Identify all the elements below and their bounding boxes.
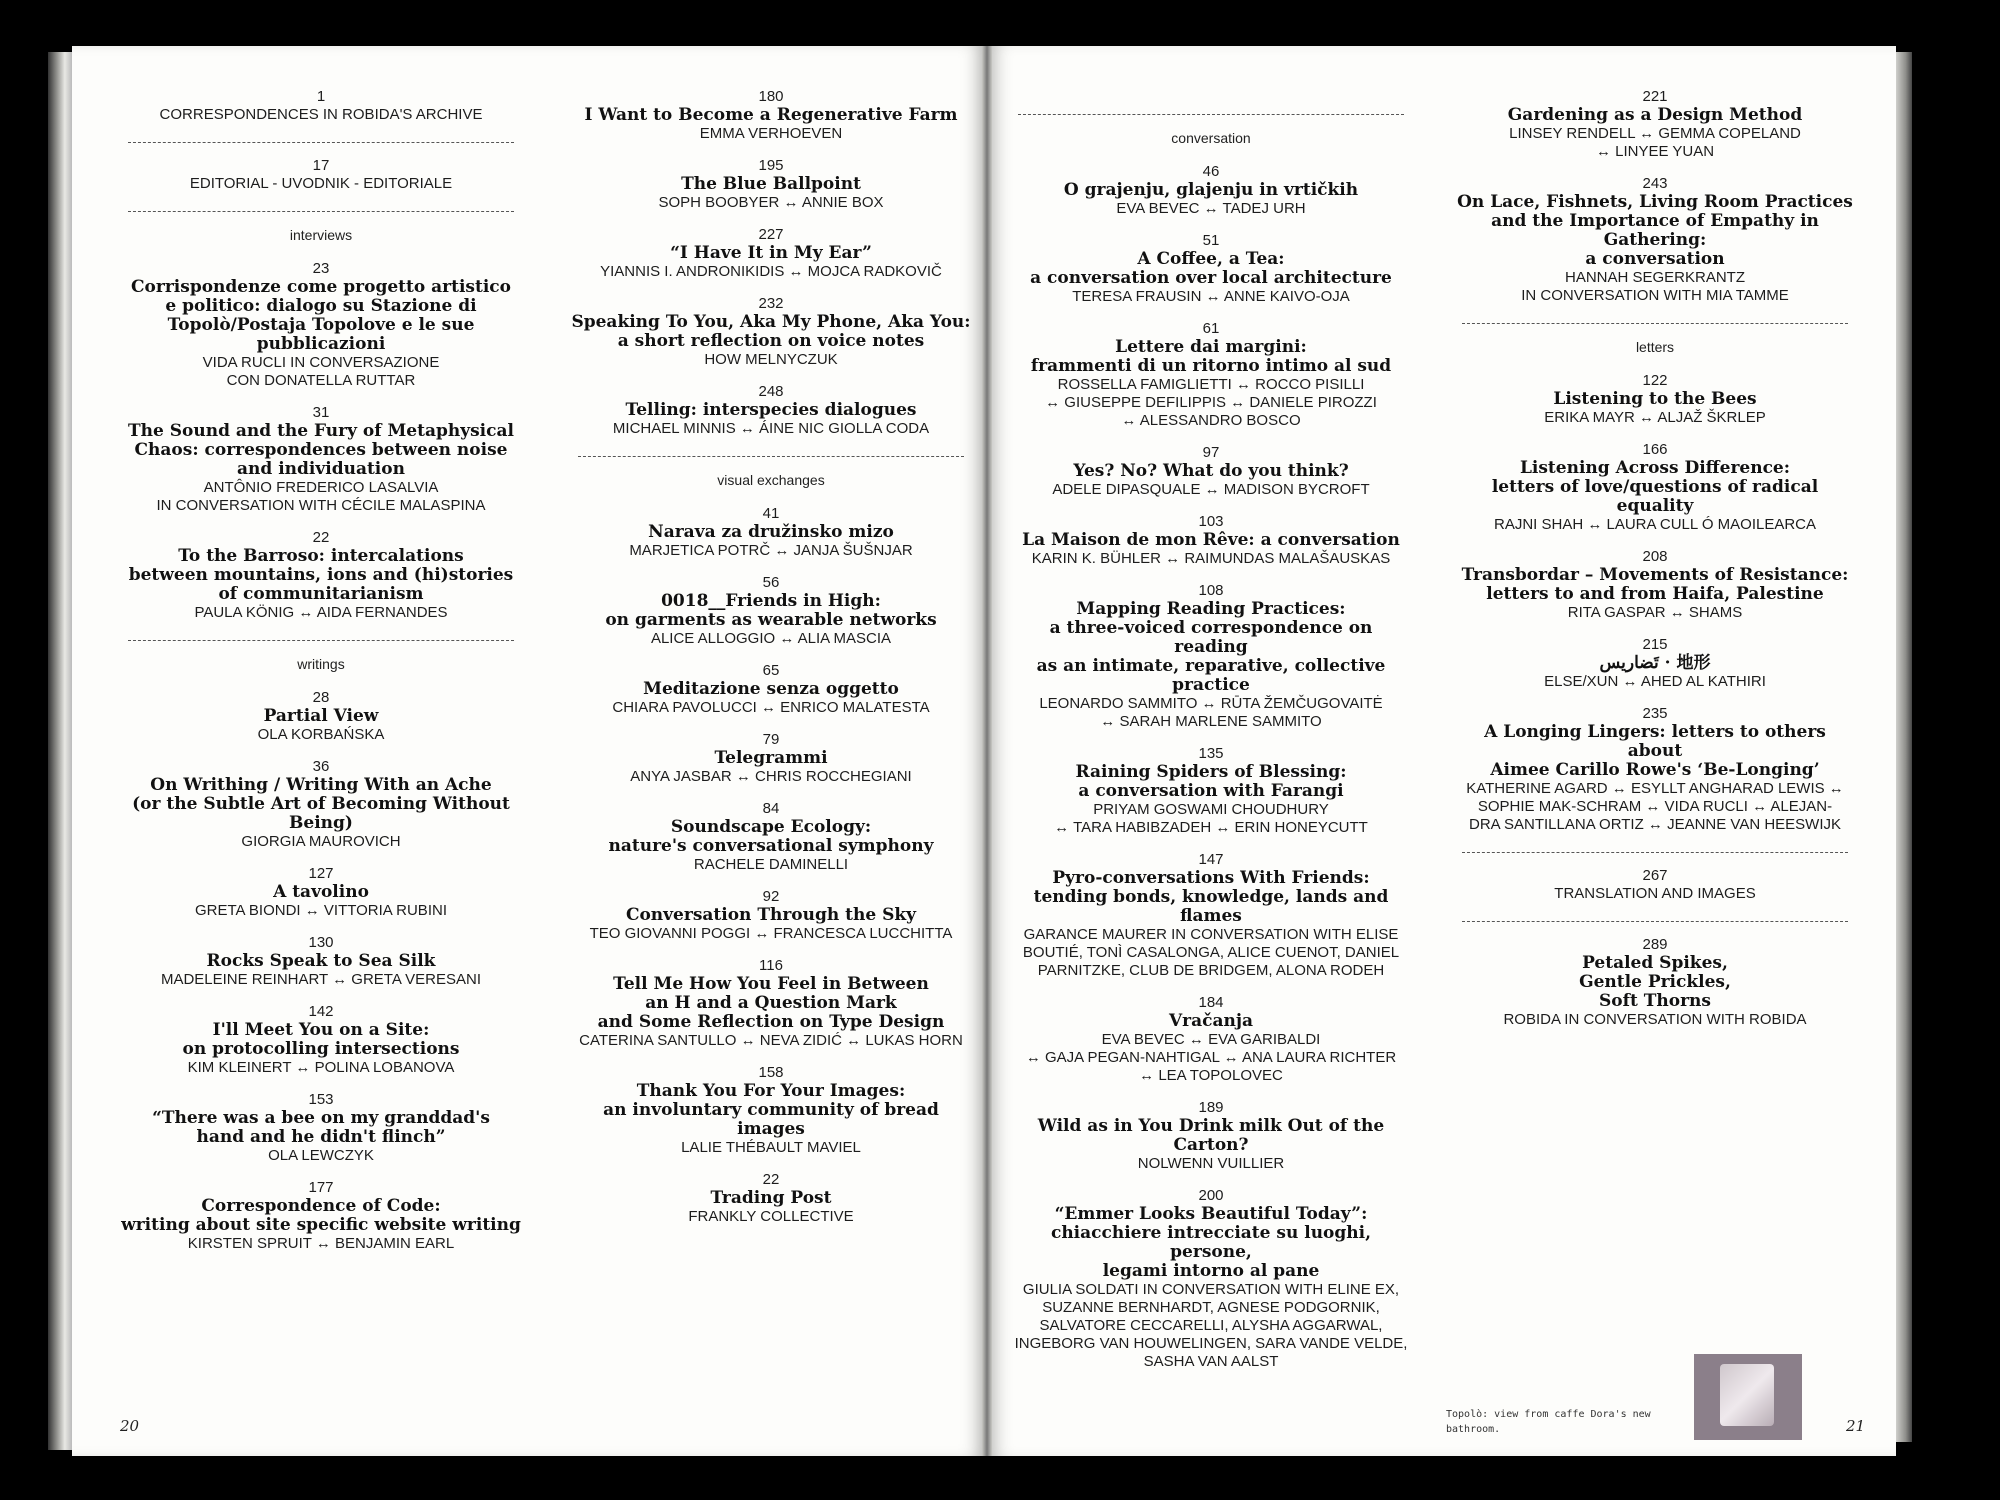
section-divider [128,640,514,641]
entry-title: Conversation Through the Sky [625,905,917,925]
entry-authors: SOPHIE MAK-SCHRAM ↔ VIDA RUCLI ↔ ALEJAN- [1477,798,1833,815]
section-heading: interviews [289,227,353,243]
entry-title: 0018__Friends in High: [661,591,881,611]
entry-authors: OLA LEWCZYK [268,1147,374,1164]
entry-title: On Writhing / Writing With an Ache [150,775,492,795]
page-number: 195 [758,157,784,174]
section-heading: letters [1635,339,1675,355]
page-number: 243 [1642,175,1668,192]
entry-title: The Sound and the Fury of Metaphysical [128,421,514,441]
section-divider [578,456,964,457]
caption-line: Topolò: view from caffe Dora's new [1446,1409,1651,1420]
page-number: 130 [308,934,334,951]
entry-title: Meditazione senza oggetto [643,679,899,699]
entry-authors: KIRSTEN SPRUIT ↔ BENJAMIN EARL [187,1235,455,1252]
entry-title: Soundscape Ecology: [670,817,872,837]
entry-authors: CHIARA PAVOLUCCI ↔ ENRICO MALATESTA [612,699,930,716]
entry-authors: GIULIA SOLDATI IN CONVERSATION WITH ELINE EX, [1022,1281,1400,1298]
entry-authors: ROBIDA IN CONVERSATION WITH ROBIDA [1503,1011,1807,1028]
entry-authors: YIANNIS I. ANDRONIKIDIS ↔ MOJCA RADKOVIČ [600,263,942,280]
entry-authors: LEONARDO SAMMITO ↔ RŪTA ŽEMČUGOVAITĖ [1039,695,1383,712]
entry-authors: TRANSLATION AND IMAGES [1554,885,1756,902]
entry-title: Lettere dai margini: [1115,337,1307,357]
entry-title: Listening to the Bees [1553,389,1757,409]
section-heading: conversation [1171,130,1251,146]
entry-title: a conversation with Farangi [1078,781,1344,801]
toc-entry [1454,175,1856,305]
toc-column-4 [1454,88,1856,1043]
toc-entry [1010,320,1412,430]
page-number: 84 [762,800,780,817]
page-number: 158 [758,1064,784,1081]
toc-entry [1010,444,1412,499]
entry-authors: VIDA RUCLI IN CONVERSAZIONE [202,354,440,371]
entry-title: The Blue Ballpoint [681,174,861,194]
entry-title: an involuntary community of bread images [603,1100,939,1139]
toc-entry [570,505,972,560]
entry-title: on protocolling intersections [182,1039,460,1059]
entry-authors: INGEBORG VAN HOUWELINGEN, SARA VANDE VELDE, [1014,1335,1408,1352]
entry-authors: ↔ GIUSEPPE DEFILIPPIS ↔ DANIELE PIROZZI [1045,394,1377,411]
entry-title: “I Have It in My Ear” [670,243,872,263]
entry-title: Speaking To You, Aka My Phone, Aka You: [571,312,971,332]
toc-entry [570,88,972,143]
entry-authors: SOPH BOOBYER ↔ ANNIE BOX [658,194,884,211]
entry-title: legami intorno al pane [1102,1261,1320,1281]
entry-title: Petaled Spikes, [1582,953,1728,973]
entry-title: Thank You For Your Images: [636,1081,906,1101]
entry-authors: ADELE DIPASQUALE ↔ MADISON BYCROFT [1052,481,1370,498]
entry-title: “Emmer Looks Beautiful Today”: [1054,1204,1368,1224]
toc-entry [1454,636,1856,691]
entry-title: Transbordar – Movements of Resistance: [1461,565,1849,585]
entry-title: I Want to Become a Regenerative Farm [584,105,958,125]
page-number: 1 [316,88,326,105]
entry-authors: SASHA VAN AALST [1143,1353,1279,1370]
page-number: 184 [1198,994,1224,1011]
toc-entry [120,157,522,193]
book-gutter [982,46,992,1456]
page-number: 227 [758,226,784,243]
entry-authors: RAJNI SHAH ↔ LAURA CULL Ó MAOILEARCA [1493,516,1817,533]
entry-authors: GARANCE MAURER IN CONVERSATION WITH ELISE [1023,926,1399,943]
entry-authors: EMMA VERHOEVEN [699,125,843,142]
entry-authors: MADELEINE REINHART ↔ GRETA VERESANI [160,971,482,988]
image-caption [1446,1407,1676,1437]
page-number: 46 [1202,163,1220,180]
toc-entry [120,260,522,390]
entry-title: hand and he didn't flinch” [196,1127,446,1147]
page-number: 232 [758,295,784,312]
entry-title: Telegrammi [714,748,828,768]
entry-authors: EVA BEVEC ↔ TADEJ URH [1116,200,1306,217]
page-number: 208 [1642,548,1668,565]
entry-authors: MARJETICA POTRČ ↔ JANJA ŠUŠNJAR [629,542,913,559]
page-number: 153 [308,1091,334,1108]
toc-entry [1010,582,1412,731]
entry-title: A tavolino [273,882,369,902]
entry-authors: FRANKLY COLLECTIVE [688,1208,854,1225]
toc-entry [120,758,522,851]
entry-authors: ALICE ALLOGGIO ↔ ALIA MASCIA [650,630,892,647]
entry-authors: CON DONATELLA RUTTAR [226,372,416,389]
entry-title: (or the Subtle Art of Becoming Without Being) [132,794,510,833]
toc-entry [120,934,522,989]
entry-authors: LALIE THÉBAULT MAVIEL [681,1139,861,1156]
page-number: 235 [1642,705,1668,722]
toc-entry [120,865,522,920]
page-number-left: 20 [120,1417,140,1435]
entry-title: on garments as wearable networks [605,610,937,630]
page-number: 135 [1198,745,1224,762]
entry-authors: RITA GASPAR ↔ SHAMS [1567,604,1743,621]
entry-authors: ↔ ALESSANDRO BOSCO [1121,412,1301,429]
entry-title: frammenti di un ritorno intimo al sud [1030,356,1392,376]
entry-title: “There was a bee on my granddad's [152,1108,490,1128]
page-number: 215 [1642,636,1668,653]
entry-title: Pyro-conversations With Friends: [1052,868,1370,888]
toc-entry [570,1171,972,1226]
toc-entry [1010,745,1412,837]
entry-authors: ANYA JASBAR ↔ CHRIS ROCCHEGIANI [630,768,912,785]
entry-title: nature's conversational symphony [608,836,934,856]
entry-title: On Lace, Fishnets, Living Room Practices [1457,192,1853,212]
entry-authors: OLA KORBAŃSKA [257,726,385,743]
page-number: 142 [308,1003,334,1020]
entry-title: Narava za družinsko mizo [648,522,894,542]
entry-title: of communitarianism [218,584,424,604]
toc-entry [1454,936,1856,1029]
entry-authors: TERESA FRAUSIN ↔ ANNE KAIVO-OJA [1072,288,1350,305]
entry-authors: PRIYAM GOSWAMI CHOUDHURY [1093,801,1329,818]
toc-entry [120,689,522,744]
entry-authors: LINSEY RENDELL ↔ GEMMA COPELAND [1509,125,1801,142]
toc-entry [1010,163,1412,218]
toc-entry [120,404,522,515]
page-number: 56 [762,574,780,591]
section-divider [1462,323,1848,324]
page-number: 103 [1198,513,1224,530]
book-page-edges-left [48,52,72,1450]
entry-title: Wild as in You Drink milk Out of the Carton? [1037,1116,1385,1155]
entry-title: and Some Reflection on Type Design [597,1012,945,1032]
toc-entry [570,888,972,943]
entry-authors: HANNAH SEGERKRANTZ [1564,269,1746,286]
toc-entry [120,1091,522,1165]
page-number: 189 [1198,1099,1224,1116]
entry-title: Chaos: correspondences between noise [134,440,508,460]
entry-authors: GRETA BIONDI ↔ VITTORIA RUBINI [195,902,447,919]
toc-entry [1454,441,1856,534]
entry-authors: PAULA KÖNIG ↔ AIDA FERNANDES [194,604,448,621]
entry-title: Rocks Speak to Sea Silk [206,951,436,971]
page-number: 267 [1642,867,1668,884]
toc-entry [1454,705,1856,834]
toc-entry [120,1179,522,1253]
entry-authors: ↔ GAJA PEGAN-NAHTIGAL ↔ ANA LAURA RICHTER [1025,1049,1397,1066]
entry-title: Listening Across Difference: [1519,458,1791,478]
entry-authors: BOUTIÉ, TONÌ CASALONGA, ALICE CUENOT, DANIEL [1022,944,1400,961]
entry-authors: KARIN K. BÜHLER ↔ RAIMUNDAS MALAŠAUSKAS [1031,550,1391,567]
toc-column-2 [570,88,972,1240]
entry-title: Tell Me How You Feel in Between [613,974,929,994]
section-heading: visual exchanges [717,472,825,488]
section-divider [1018,114,1404,115]
toc-entry [1010,1099,1412,1173]
page-number: 36 [312,758,330,775]
entry-title: a conversation over local architecture [1030,268,1392,288]
entry-title: Raining Spiders of Blessing: [1075,762,1347,782]
page-number: 65 [762,662,780,679]
page-number: 166 [1642,441,1668,458]
entry-title: Correspondence of Code: [201,1196,441,1216]
entry-title: a short reflection on voice notes [617,331,925,351]
toc-entry [1454,548,1856,622]
toc-column-1 [120,88,522,1267]
entry-authors: SUZANNE BERNHARDT, AGNESE PODGORNIK, [1042,1299,1380,1316]
toc-entry [120,88,522,124]
toc-entry [120,529,522,622]
entry-authors: ANTÔNIO FREDERICO LASALVIA [203,479,439,496]
entry-title: Mapping Reading Practices: [1076,599,1346,619]
entry-title: an H and a Question Mark [645,993,897,1013]
entry-title: Vračanja [1168,1011,1254,1031]
toc-entry [1454,88,1856,161]
entry-title: as an intimate, reparative, collective practice [1036,656,1386,695]
entry-title: letters of love/questions of radical equality [1491,477,1819,516]
entry-authors: MICHAEL MINNIS ↔ ÁINE NIC GIOLLA CODA [612,420,930,437]
entry-authors: KATHERINE AGARD ↔ ESYLLT ANGHARAD LEWIS ↔ [1466,780,1844,797]
entry-title: writing about site specific website writing [121,1215,521,1235]
page-number: 61 [1202,320,1220,337]
entry-authors: ↔ LEA TOPOLOVEC [1139,1067,1283,1084]
entry-title: Yes? No? What do you think? [1073,461,1349,481]
entry-title: a conversation [1585,249,1725,269]
entry-authors: GIORGIA MAUROVICH [241,833,401,850]
thumbnail-object [1720,1364,1774,1426]
page-number: 108 [1198,582,1224,599]
toc-entry [120,1003,522,1077]
entry-authors: IN CONVERSATION WITH MIA TAMME [1521,287,1789,304]
page-number: 22 [312,529,330,546]
entry-authors: DRA SANTILLANA ORTIZ ↔ JEANNE VAN HEESWIJK [1468,816,1842,833]
entry-authors: ↔ LINYEE YUAN [1595,143,1715,160]
page-number: 28 [312,689,330,706]
page-number: 23 [312,260,330,277]
toc-column-3 [1010,96,1412,1385]
toc-entry [1010,513,1412,568]
page-number: 248 [758,383,784,400]
page-number: 289 [1642,936,1668,953]
entry-authors: EVA BEVEC ↔ EVA GARIBALDI [1101,1031,1321,1048]
toc-entry [570,574,972,648]
entry-title: Gardening as a Design Method [1507,105,1803,125]
page-number: 79 [762,731,780,748]
section-heading: writings [297,656,345,672]
page-number: 221 [1642,88,1668,105]
entry-authors: CATERINA SANTULLO ↔ NEVA ZIDIĆ ↔ LUKAS HORN [579,1032,963,1049]
entry-authors: SALVATORE CECCARELLI, ALYSHA AGGARWAL, [1039,1317,1383,1334]
toc-entry [1454,372,1856,427]
page-number: 177 [308,1179,334,1196]
entry-title: chiacchiere intrecciate su luoghi, persone, [1050,1223,1372,1262]
page-number: 17 [312,157,330,174]
entry-authors: PARNITZKE, CLUB DE BRIDGEM, ALONA RODEH [1037,962,1385,979]
entry-title: Corrispondenze come progetto artistico [131,277,511,297]
entry-title: letters to and from Haifa, Palestine [1486,584,1824,604]
entry-title: تَضاريس · 地形 [1599,653,1711,673]
page-number: 200 [1198,1187,1224,1204]
entry-authors: KIM KLEINERT ↔ POLINA LOBANOVA [187,1059,455,1076]
entry-authors: ROSSELLA FAMIGLIETTI ↔ ROCCO PISILLI [1057,376,1365,393]
entry-authors: CORRESPONDENCES IN ROBIDA'S ARCHIVE [159,106,483,123]
toc-entry [570,662,972,717]
page-number: 51 [1202,232,1220,249]
entry-authors: EDITORIAL - UVODNIK - EDITORIALE [189,175,453,192]
page-number: 127 [308,865,334,882]
entry-title: and individuation [237,459,405,479]
page-number: 180 [758,88,784,105]
entry-title: Telling: interspecies dialogues [625,400,917,420]
entry-title: A Coffee, a Tea: [1137,249,1285,269]
entry-title: Topolò/Postaja Topolove e le sue pubblicazioni [167,315,475,354]
entry-title: Partial View [263,706,379,726]
toc-entry [1010,1187,1412,1371]
toc-entry [570,157,972,212]
toc-entry [1454,867,1856,903]
entry-title: To the Barroso: intercalations [178,546,464,566]
entry-title: and the Importance of Empathy in Gathering: [1491,211,1819,250]
toc-entry [570,800,972,874]
entry-title: tending bonds, knowledge, lands and flames [1033,887,1389,926]
entry-title: A Longing Lingers: letters to others about [1484,722,1826,761]
toc-entry [1010,232,1412,306]
entry-authors: ↔ TARA HABIBZADEH ↔ ERIN HONEYCUTT [1054,819,1368,836]
toc-entry [1010,994,1412,1085]
toc-entry [570,957,972,1050]
section-divider [1462,852,1848,853]
page-number: 92 [762,888,780,905]
page-number: 116 [759,957,783,974]
entry-authors: RACHELE DAMINELLI [693,856,849,873]
page-number: 22 [762,1171,780,1188]
caption-thumbnail-image [1694,1354,1802,1440]
entry-authors: NOLWENN VUILLIER [1137,1155,1285,1172]
section-divider [128,211,514,212]
entry-title: O grajenju, glajenju in vrtičkih [1063,180,1359,200]
caption-line: bathroom. [1446,1424,1501,1435]
entry-authors: ELSE/XUN ↔ AHED AL KATHIRI [1544,673,1766,690]
section-divider [128,142,514,143]
page-number: 147 [1198,851,1224,868]
entry-title: e politico: dialogo su Stazione di [165,296,477,316]
toc-entry [570,383,972,438]
toc-entry [570,226,972,281]
section-divider [1462,921,1848,922]
toc-entry [570,1064,972,1157]
entry-title: Aimee Carillo Rowe's ‘Be-Longing’ [1490,760,1820,780]
toc-entry [570,295,972,369]
toc-entry [570,731,972,786]
entry-authors: HOW MELNYCZUK [704,351,838,368]
entry-title: between mountains, ions and (hi)stories [128,565,514,585]
entry-title: La Maison de mon Rêve: a conversation [1022,530,1400,550]
entry-title: Trading Post [710,1188,832,1208]
page-number: 41 [762,505,780,522]
entry-title: a three-voiced correspondence on reading [1049,618,1373,657]
entry-title: Gentle Prickles, [1579,972,1731,992]
page-number: 97 [1202,444,1220,461]
entry-authors: IN CONVERSATION WITH CÉCILE MALASPINA [156,497,486,514]
page-number-right: 21 [1846,1417,1866,1435]
book-page-edges-right [1896,52,1912,1442]
entry-authors: ERIKA MAYR ↔ ALJAŽ ŠKRLEP [1544,409,1766,426]
entry-authors: TEO GIOVANNI POGGI ↔ FRANCESCA LUCCHITTA [589,925,953,942]
entry-title: I'll Meet You on a Site: [212,1020,430,1040]
page-number: 31 [312,404,330,421]
entry-authors: ↔ SARAH MARLENE SAMMITO [1100,713,1322,730]
entry-title: Soft Thorns [1599,991,1711,1011]
page-number: 122 [1642,372,1668,389]
toc-entry [1010,851,1412,980]
